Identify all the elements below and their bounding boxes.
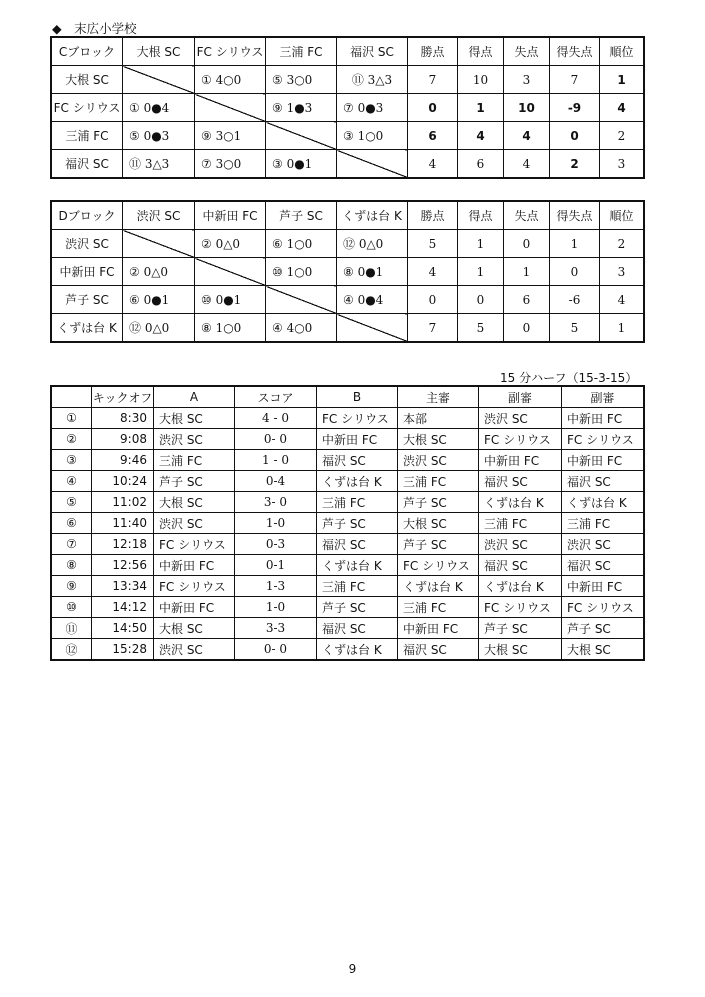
- assistant-referee: 大根 SC: [479, 639, 562, 660]
- score: 0-3: [235, 534, 317, 555]
- team-name: 中新田 FC: [52, 258, 123, 286]
- team-a: 中新田 FC: [154, 555, 235, 576]
- referee: 芦子 SC: [398, 492, 479, 513]
- result-cell: ⑧ 1○0: [195, 314, 266, 342]
- schedule-row: [52, 429, 644, 450]
- points-cell: 7: [408, 66, 458, 94]
- team-a: 芦子 SC: [154, 471, 235, 492]
- kickoff-time: 14:50: [92, 618, 154, 639]
- match-number: ⑤: [52, 492, 92, 513]
- goal-diff-cell: 0: [550, 258, 600, 286]
- kickoff-time: 13:34: [92, 576, 154, 597]
- self-match-cell: [123, 66, 195, 94]
- assistant-referee: FC シリウス: [479, 597, 562, 618]
- schedule-row: [52, 408, 644, 429]
- team-name: くずは台 K: [52, 314, 123, 342]
- referee: 本部: [398, 408, 479, 429]
- assistant-referee: 中新田 FC: [479, 450, 562, 471]
- self-match-cell: [195, 94, 266, 122]
- schedule-row: [52, 576, 644, 597]
- result-cell: ⑩ 0●1: [195, 286, 266, 314]
- block-d-row: [52, 286, 644, 314]
- goal-diff-cell: 7: [550, 66, 600, 94]
- header-cell: B: [317, 387, 398, 408]
- header-cell: 芦子 SC: [266, 202, 337, 230]
- header-cell: [52, 387, 92, 408]
- result-cell: ① 0●4: [123, 94, 195, 122]
- kickoff-time: 8:30: [92, 408, 154, 429]
- assistant-referee: FC シリウス: [562, 429, 644, 450]
- goals-against-cell: 0: [504, 314, 550, 342]
- page-title: ◆ 末広小学校: [52, 21, 137, 36]
- goal-diff-cell: 1: [550, 230, 600, 258]
- team-a: 大根 SC: [154, 618, 235, 639]
- header-cell: 副審: [479, 387, 562, 408]
- schedule-table: [51, 386, 644, 660]
- goals-against-cell: 3: [504, 66, 550, 94]
- result-cell: ④ 0●4: [337, 286, 408, 314]
- assistant-referee: FC シリウス: [479, 429, 562, 450]
- goals-for-cell: 1: [458, 94, 504, 122]
- team-b: くずは台 K: [317, 471, 398, 492]
- team-name: 福沢 SC: [52, 150, 123, 178]
- match-number: ④: [52, 471, 92, 492]
- kickoff-time: 12:56: [92, 555, 154, 576]
- block-c-header-row: [52, 38, 644, 66]
- goals-for-cell: 0: [458, 286, 504, 314]
- assistant-referee: 三浦 FC: [479, 513, 562, 534]
- result-cell: ② 0△0: [195, 230, 266, 258]
- team-a: 三浦 FC: [154, 450, 235, 471]
- schedule-row: [52, 534, 644, 555]
- team-a: 大根 SC: [154, 492, 235, 513]
- result-cell: ⑦ 0●3: [337, 94, 408, 122]
- team-a: FC シリウス: [154, 576, 235, 597]
- assistant-referee: 渋沢 SC: [479, 408, 562, 429]
- assistant-referee: 福沢 SC: [562, 555, 644, 576]
- result-cell: ⑪ 3△3: [123, 150, 195, 178]
- header-cell: 得点: [458, 38, 504, 66]
- header-cell: キックオフ: [92, 387, 154, 408]
- team-b: 福沢 SC: [317, 534, 398, 555]
- result-cell: ⑩ 1○0: [266, 258, 337, 286]
- assistant-referee: 大根 SC: [562, 639, 644, 660]
- assistant-referee: 芦子 SC: [479, 618, 562, 639]
- assistant-referee: くずは台 K: [479, 576, 562, 597]
- goals-against-cell: 6: [504, 286, 550, 314]
- assistant-referee: 芦子 SC: [562, 618, 644, 639]
- header-cell: 失点: [504, 38, 550, 66]
- header-cell: Dブロック: [52, 202, 123, 230]
- result-cell: ⑪ 3△3: [337, 66, 408, 94]
- schedule-row: [52, 492, 644, 513]
- score: 1 - 0: [235, 450, 317, 471]
- self-match-cell: [337, 150, 408, 178]
- schedule-row: [52, 471, 644, 492]
- goal-diff-cell: -6: [550, 286, 600, 314]
- header-cell: くずは台 K: [337, 202, 408, 230]
- score: 4 - 0: [235, 408, 317, 429]
- team-a: 中新田 FC: [154, 597, 235, 618]
- header-cell: 得失点: [550, 38, 600, 66]
- assistant-referee: 中新田 FC: [562, 576, 644, 597]
- assistant-referee: 福沢 SC: [479, 555, 562, 576]
- goals-for-cell: 6: [458, 150, 504, 178]
- team-b: FC シリウス: [317, 408, 398, 429]
- goals-for-cell: 1: [458, 230, 504, 258]
- goal-diff-cell: -9: [550, 94, 600, 122]
- kickoff-time: 11:40: [92, 513, 154, 534]
- team-b: 中新田 FC: [317, 429, 398, 450]
- header-cell: A: [154, 387, 235, 408]
- goals-for-cell: 1: [458, 258, 504, 286]
- kickoff-time: 12:18: [92, 534, 154, 555]
- result-cell: ⑫ 0△0: [123, 314, 195, 342]
- result-cell: ⑨ 1●3: [266, 94, 337, 122]
- result-cell: ⑤ 3○0: [266, 66, 337, 94]
- team-b: くずは台 K: [317, 639, 398, 660]
- referee: 渋沢 SC: [398, 450, 479, 471]
- result-cell: ⑦ 3○0: [195, 150, 266, 178]
- assistant-referee: 渋沢 SC: [562, 534, 644, 555]
- team-b: 福沢 SC: [317, 618, 398, 639]
- self-match-cell: [337, 314, 408, 342]
- header-cell: 順位: [600, 38, 644, 66]
- assistant-referee: FC シリウス: [562, 597, 644, 618]
- rank-cell: 1: [600, 66, 644, 94]
- result-cell: ⑧ 0●1: [337, 258, 408, 286]
- team-name: FC シリウス: [52, 94, 123, 122]
- team-b: 芦子 SC: [317, 597, 398, 618]
- block-c-row: [52, 150, 644, 178]
- referee: 福沢 SC: [398, 639, 479, 660]
- block-d-row: [52, 258, 644, 286]
- referee: FC シリウス: [398, 555, 479, 576]
- goals-for-cell: 4: [458, 122, 504, 150]
- header-cell: 失点: [504, 202, 550, 230]
- rank-cell: 4: [600, 286, 644, 314]
- match-number: ⑫: [52, 639, 92, 660]
- score: 3-3: [235, 618, 317, 639]
- assistant-referee: くずは台 K: [562, 492, 644, 513]
- referee: 大根 SC: [398, 429, 479, 450]
- referee: 芦子 SC: [398, 534, 479, 555]
- header-cell: 得失点: [550, 202, 600, 230]
- score: 1-0: [235, 513, 317, 534]
- team-a: 渋沢 SC: [154, 429, 235, 450]
- goals-for-cell: 5: [458, 314, 504, 342]
- match-number: ⑦: [52, 534, 92, 555]
- goals-against-cell: 1: [504, 258, 550, 286]
- result-cell: ① 4○0: [195, 66, 266, 94]
- match-number: ⑪: [52, 618, 92, 639]
- result-cell: ⑫ 0△0: [337, 230, 408, 258]
- block-c-row: [52, 122, 644, 150]
- points-cell: 0: [408, 94, 458, 122]
- block-d-row: [52, 314, 644, 342]
- header-cell: 渋沢 SC: [123, 202, 195, 230]
- goal-diff-cell: 5: [550, 314, 600, 342]
- assistant-referee: 渋沢 SC: [479, 534, 562, 555]
- assistant-referee: 福沢 SC: [479, 471, 562, 492]
- header-cell: Cブロック: [52, 38, 123, 66]
- score: 1-0: [235, 597, 317, 618]
- team-b: 福沢 SC: [317, 450, 398, 471]
- block-d-header-row: [52, 202, 644, 230]
- schedule-row: [52, 639, 644, 660]
- result-cell: ③ 1○0: [337, 122, 408, 150]
- match-number: ③: [52, 450, 92, 471]
- result-cell: ③ 0●1: [266, 150, 337, 178]
- header-cell: 勝点: [408, 202, 458, 230]
- match-number: ①: [52, 408, 92, 429]
- score: 1-3: [235, 576, 317, 597]
- header-cell: 中新田 FC: [195, 202, 266, 230]
- rank-cell: 3: [600, 150, 644, 178]
- header-cell: 主審: [398, 387, 479, 408]
- score: 0- 0: [235, 639, 317, 660]
- self-match-cell: [195, 258, 266, 286]
- header-cell: 勝点: [408, 38, 458, 66]
- assistant-referee: 中新田 FC: [562, 450, 644, 471]
- header-cell: 得点: [458, 202, 504, 230]
- kickoff-time: 9:46: [92, 450, 154, 471]
- team-name: 大根 SC: [52, 66, 123, 94]
- match-number: ⑨: [52, 576, 92, 597]
- score: 0- 0: [235, 429, 317, 450]
- page-number: 9: [348, 962, 357, 976]
- header-cell: 三浦 FC: [266, 38, 337, 66]
- rank-cell: 2: [600, 122, 644, 150]
- kickoff-time: 14:12: [92, 597, 154, 618]
- referee: 大根 SC: [398, 513, 479, 534]
- points-cell: 5: [408, 230, 458, 258]
- rank-cell: 3: [600, 258, 644, 286]
- result-cell: ④ 4○0: [266, 314, 337, 342]
- team-name: 渋沢 SC: [52, 230, 123, 258]
- goal-diff-cell: 2: [550, 150, 600, 178]
- header-cell: FC シリウス: [195, 38, 266, 66]
- team-name: 三浦 FC: [52, 122, 123, 150]
- header-cell: 福沢 SC: [337, 38, 408, 66]
- match-number: ②: [52, 429, 92, 450]
- goal-diff-cell: 0: [550, 122, 600, 150]
- schedule-row: [52, 597, 644, 618]
- goals-against-cell: 10: [504, 94, 550, 122]
- score: 0-1: [235, 555, 317, 576]
- referee: 中新田 FC: [398, 618, 479, 639]
- points-cell: 4: [408, 258, 458, 286]
- match-number: ⑧: [52, 555, 92, 576]
- score: 3- 0: [235, 492, 317, 513]
- team-b: 芦子 SC: [317, 513, 398, 534]
- match-number: ⑩: [52, 597, 92, 618]
- self-match-cell: [266, 286, 337, 314]
- block-c-row: [52, 66, 644, 94]
- header-cell: 順位: [600, 202, 644, 230]
- team-name: 芦子 SC: [52, 286, 123, 314]
- points-cell: 0: [408, 286, 458, 314]
- goals-for-cell: 10: [458, 66, 504, 94]
- assistant-referee: 三浦 FC: [562, 513, 644, 534]
- block-c-row: [52, 94, 644, 122]
- team-a: 渋沢 SC: [154, 639, 235, 660]
- schedule-row: [52, 618, 644, 639]
- block-d-table: [51, 201, 644, 342]
- goals-against-cell: 4: [504, 150, 550, 178]
- team-a: FC シリウス: [154, 534, 235, 555]
- result-cell: ② 0△0: [123, 258, 195, 286]
- rank-cell: 1: [600, 314, 644, 342]
- team-b: 三浦 FC: [317, 492, 398, 513]
- team-a: 渋沢 SC: [154, 513, 235, 534]
- referee: 三浦 FC: [398, 597, 479, 618]
- self-match-cell: [266, 122, 337, 150]
- points-cell: 4: [408, 150, 458, 178]
- referee: くずは台 K: [398, 576, 479, 597]
- block-c-table: [51, 37, 644, 178]
- kickoff-time: 11:02: [92, 492, 154, 513]
- result-cell: ⑤ 0●3: [123, 122, 195, 150]
- schedule-row: [52, 450, 644, 471]
- header-cell: スコア: [235, 387, 317, 408]
- schedule-row: [52, 513, 644, 534]
- kickoff-time: 10:24: [92, 471, 154, 492]
- assistant-referee: 中新田 FC: [562, 408, 644, 429]
- goals-against-cell: 4: [504, 122, 550, 150]
- kickoff-time: 15:28: [92, 639, 154, 660]
- points-cell: 6: [408, 122, 458, 150]
- referee: 三浦 FC: [398, 471, 479, 492]
- score: 0-4: [235, 471, 317, 492]
- team-b: くずは台 K: [317, 555, 398, 576]
- assistant-referee: 福沢 SC: [562, 471, 644, 492]
- schedule-header-row: [52, 387, 644, 408]
- rank-cell: 4: [600, 94, 644, 122]
- block-d-row: [52, 230, 644, 258]
- assistant-referee: くずは台 K: [479, 492, 562, 513]
- header-cell: 大根 SC: [123, 38, 195, 66]
- result-cell: ⑨ 3○1: [195, 122, 266, 150]
- schedule-note: 15 分ハーフ（15-3-15）: [500, 371, 638, 385]
- rank-cell: 2: [600, 230, 644, 258]
- result-cell: ⑥ 0●1: [123, 286, 195, 314]
- header-cell: 副審: [562, 387, 644, 408]
- points-cell: 7: [408, 314, 458, 342]
- match-number: ⑥: [52, 513, 92, 534]
- schedule-row: [52, 555, 644, 576]
- kickoff-time: 9:08: [92, 429, 154, 450]
- self-match-cell: [123, 230, 195, 258]
- team-a: 大根 SC: [154, 408, 235, 429]
- goals-against-cell: 0: [504, 230, 550, 258]
- result-cell: ⑥ 1○0: [266, 230, 337, 258]
- team-b: 三浦 FC: [317, 576, 398, 597]
